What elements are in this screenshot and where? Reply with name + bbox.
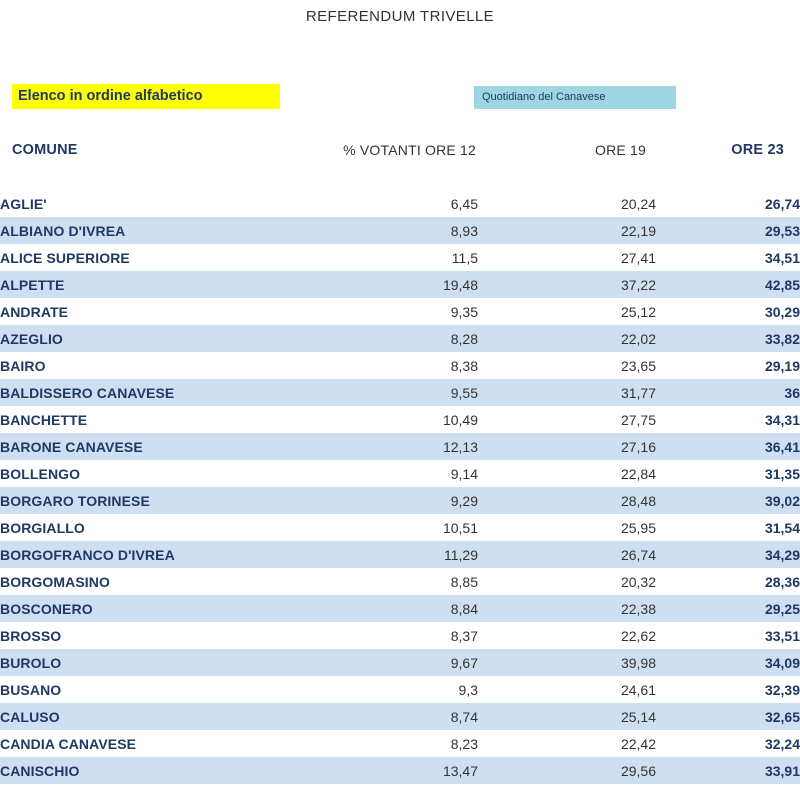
table-row (0, 379, 800, 406)
cell-ore19: 26,74 (478, 541, 656, 568)
cell-ore19: 27,16 (478, 433, 656, 460)
cell-ore19: 39,98 (478, 649, 656, 676)
cell-comune: CANDIA CANAVESE (0, 735, 137, 752)
cell-ore23: 36,41 (656, 433, 800, 460)
cell-ore12: 8,38 (450, 357, 478, 374)
table-row (0, 487, 800, 514)
cell-ore12: 8,93 (300, 217, 478, 244)
cell-comune: ALBIANO D'IVREA (0, 217, 300, 244)
cell-comune: CANISCHIO (0, 757, 300, 784)
cell-comune: BOLLENGO (0, 465, 81, 482)
cell-ore19: 23,65 (620, 357, 656, 374)
cell-comune: BORGOFRANCO D'IVREA (0, 541, 300, 568)
cell-ore19: 27,41 (620, 249, 656, 266)
table-row (0, 730, 800, 757)
cell-ore23: 34,09 (656, 649, 800, 676)
cell-ore19: 22,42 (620, 735, 656, 752)
cell-comune: BORGOMASINO (0, 573, 110, 590)
table-row (0, 460, 800, 487)
cell-ore12: 9,29 (300, 487, 478, 514)
cell-ore23: 33,51 (764, 627, 800, 644)
cell-ore12: 10,51 (442, 519, 478, 536)
table-row (0, 703, 800, 730)
cell-ore23: 29,53 (656, 217, 800, 244)
table-row (0, 352, 800, 379)
cell-comune: ALPETTE (0, 271, 300, 298)
cell-ore23: 31,35 (764, 465, 800, 482)
cell-comune: BROSSO (0, 627, 62, 644)
cell-ore12: 6,45 (450, 195, 478, 212)
cell-ore19: 29,56 (478, 757, 656, 784)
table-row (0, 433, 800, 460)
source-badge: Quotidiano del Canavese (474, 86, 676, 109)
table-row (0, 244, 800, 271)
table-row (0, 298, 800, 325)
spacer-cell (656, 163, 800, 190)
cell-ore12: 9,67 (300, 649, 478, 676)
cell-comune: BALDISSERO CANAVESE (0, 379, 300, 406)
legend-row (0, 84, 800, 114)
cell-comune: BUSANO (0, 681, 62, 698)
cell-ore23: 32,24 (764, 735, 800, 752)
cell-ore12: 12,13 (300, 433, 478, 460)
cell-comune: BAIRO (0, 357, 46, 374)
cell-ore19: 25,12 (620, 303, 656, 320)
cell-comune: AZEGLIO (0, 325, 300, 352)
cell-ore19: 20,32 (620, 573, 656, 590)
table-row (0, 568, 800, 595)
cell-ore23: 34,51 (764, 249, 800, 266)
cell-ore23: 29,19 (764, 357, 800, 374)
column-header-ore12: % VOTANTI ORE 12 (343, 141, 476, 158)
cell-ore23: 33,91 (656, 757, 800, 784)
table-row (0, 676, 800, 703)
cell-ore19: 25,14 (478, 703, 656, 730)
cell-comune: BOSCONERO (0, 595, 300, 622)
column-header-comune: COMUNE (12, 141, 78, 158)
cell-comune: BORGIALLO (0, 519, 85, 536)
table-body (0, 190, 800, 784)
table-row (0, 649, 800, 676)
spacer-cell (0, 163, 300, 190)
cell-ore12: 8,37 (450, 627, 478, 644)
table-row (0, 217, 800, 244)
cell-ore19: 22,19 (478, 217, 656, 244)
cell-ore19: 22,84 (620, 465, 656, 482)
cell-ore19: 24,61 (620, 681, 656, 698)
cell-comune: ALICE SUPERIORE (0, 249, 130, 266)
cell-ore12: 9,55 (300, 379, 478, 406)
cell-ore23: 42,85 (656, 271, 800, 298)
cell-ore23: 28,36 (764, 573, 800, 590)
legend-label: Elenco in ordine alfabetico (12, 84, 280, 109)
cell-ore23: 36 (656, 379, 800, 406)
cell-ore23: 32,65 (656, 703, 800, 730)
cell-comune: BORGARO TORINESE (0, 487, 300, 514)
cell-ore23: 32,39 (764, 681, 800, 698)
cell-comune: AGLIE' (0, 195, 47, 212)
cell-ore23: 34,29 (656, 541, 800, 568)
cell-ore23: 33,82 (656, 325, 800, 352)
cell-ore19: 31,77 (478, 379, 656, 406)
cell-ore19: 22,62 (620, 627, 656, 644)
cell-ore12: 8,84 (300, 595, 478, 622)
table-row (0, 406, 800, 433)
cell-ore19: 25,95 (620, 519, 656, 536)
cell-ore12: 8,85 (450, 573, 478, 590)
table-header-row (0, 136, 800, 163)
cell-ore12: 13,47 (300, 757, 478, 784)
table-row (0, 541, 800, 568)
column-header-ore19: ORE 19 (595, 141, 646, 158)
cell-ore12: 9,14 (450, 465, 478, 482)
cell-ore12: 8,23 (450, 735, 478, 752)
cell-ore19: 22,38 (478, 595, 656, 622)
cell-ore19: 37,22 (478, 271, 656, 298)
cell-ore23: 29,25 (656, 595, 800, 622)
cell-comune: ANDRATE (0, 303, 69, 320)
cell-ore12: 19,48 (300, 271, 478, 298)
cell-ore19: 20,24 (620, 195, 656, 212)
cell-ore19: 22,02 (478, 325, 656, 352)
cell-comune: BUROLO (0, 649, 300, 676)
cell-comune: BANCHETTE (0, 411, 88, 428)
cell-ore12: 11,5 (451, 249, 478, 266)
cell-ore12: 9,3 (458, 681, 478, 698)
spacer-cell (478, 163, 656, 190)
column-header-ore23: ORE 23 (731, 141, 784, 158)
page-title: REFERENDUM TRIVELLE (305, 8, 495, 25)
cell-ore12: 8,28 (300, 325, 478, 352)
cell-ore23: 34,31 (764, 411, 800, 428)
cell-ore12: 11,29 (300, 541, 478, 568)
table-header (0, 136, 800, 190)
cell-ore19: 27,75 (620, 411, 656, 428)
cell-ore19: 28,48 (478, 487, 656, 514)
table-row (0, 595, 800, 622)
cell-ore12: 10,49 (442, 411, 478, 428)
cell-ore23: 30,29 (764, 303, 800, 320)
cell-ore12: 8,74 (300, 703, 478, 730)
spacer-cell (300, 163, 478, 190)
results-table (0, 136, 800, 784)
table-row (0, 190, 800, 217)
cell-comune: BARONE CANAVESE (0, 433, 300, 460)
table-row (0, 271, 800, 298)
table-row (0, 757, 800, 784)
table-row (0, 622, 800, 649)
cell-ore12: 9,35 (450, 303, 478, 320)
cell-comune: CALUSO (0, 703, 300, 730)
table-row (0, 325, 800, 352)
cell-ore23: 39,02 (656, 487, 800, 514)
header-spacer-row (0, 163, 800, 190)
cell-ore23: 26,74 (764, 195, 800, 212)
table-row (0, 514, 800, 541)
cell-ore23: 31,54 (764, 519, 800, 536)
